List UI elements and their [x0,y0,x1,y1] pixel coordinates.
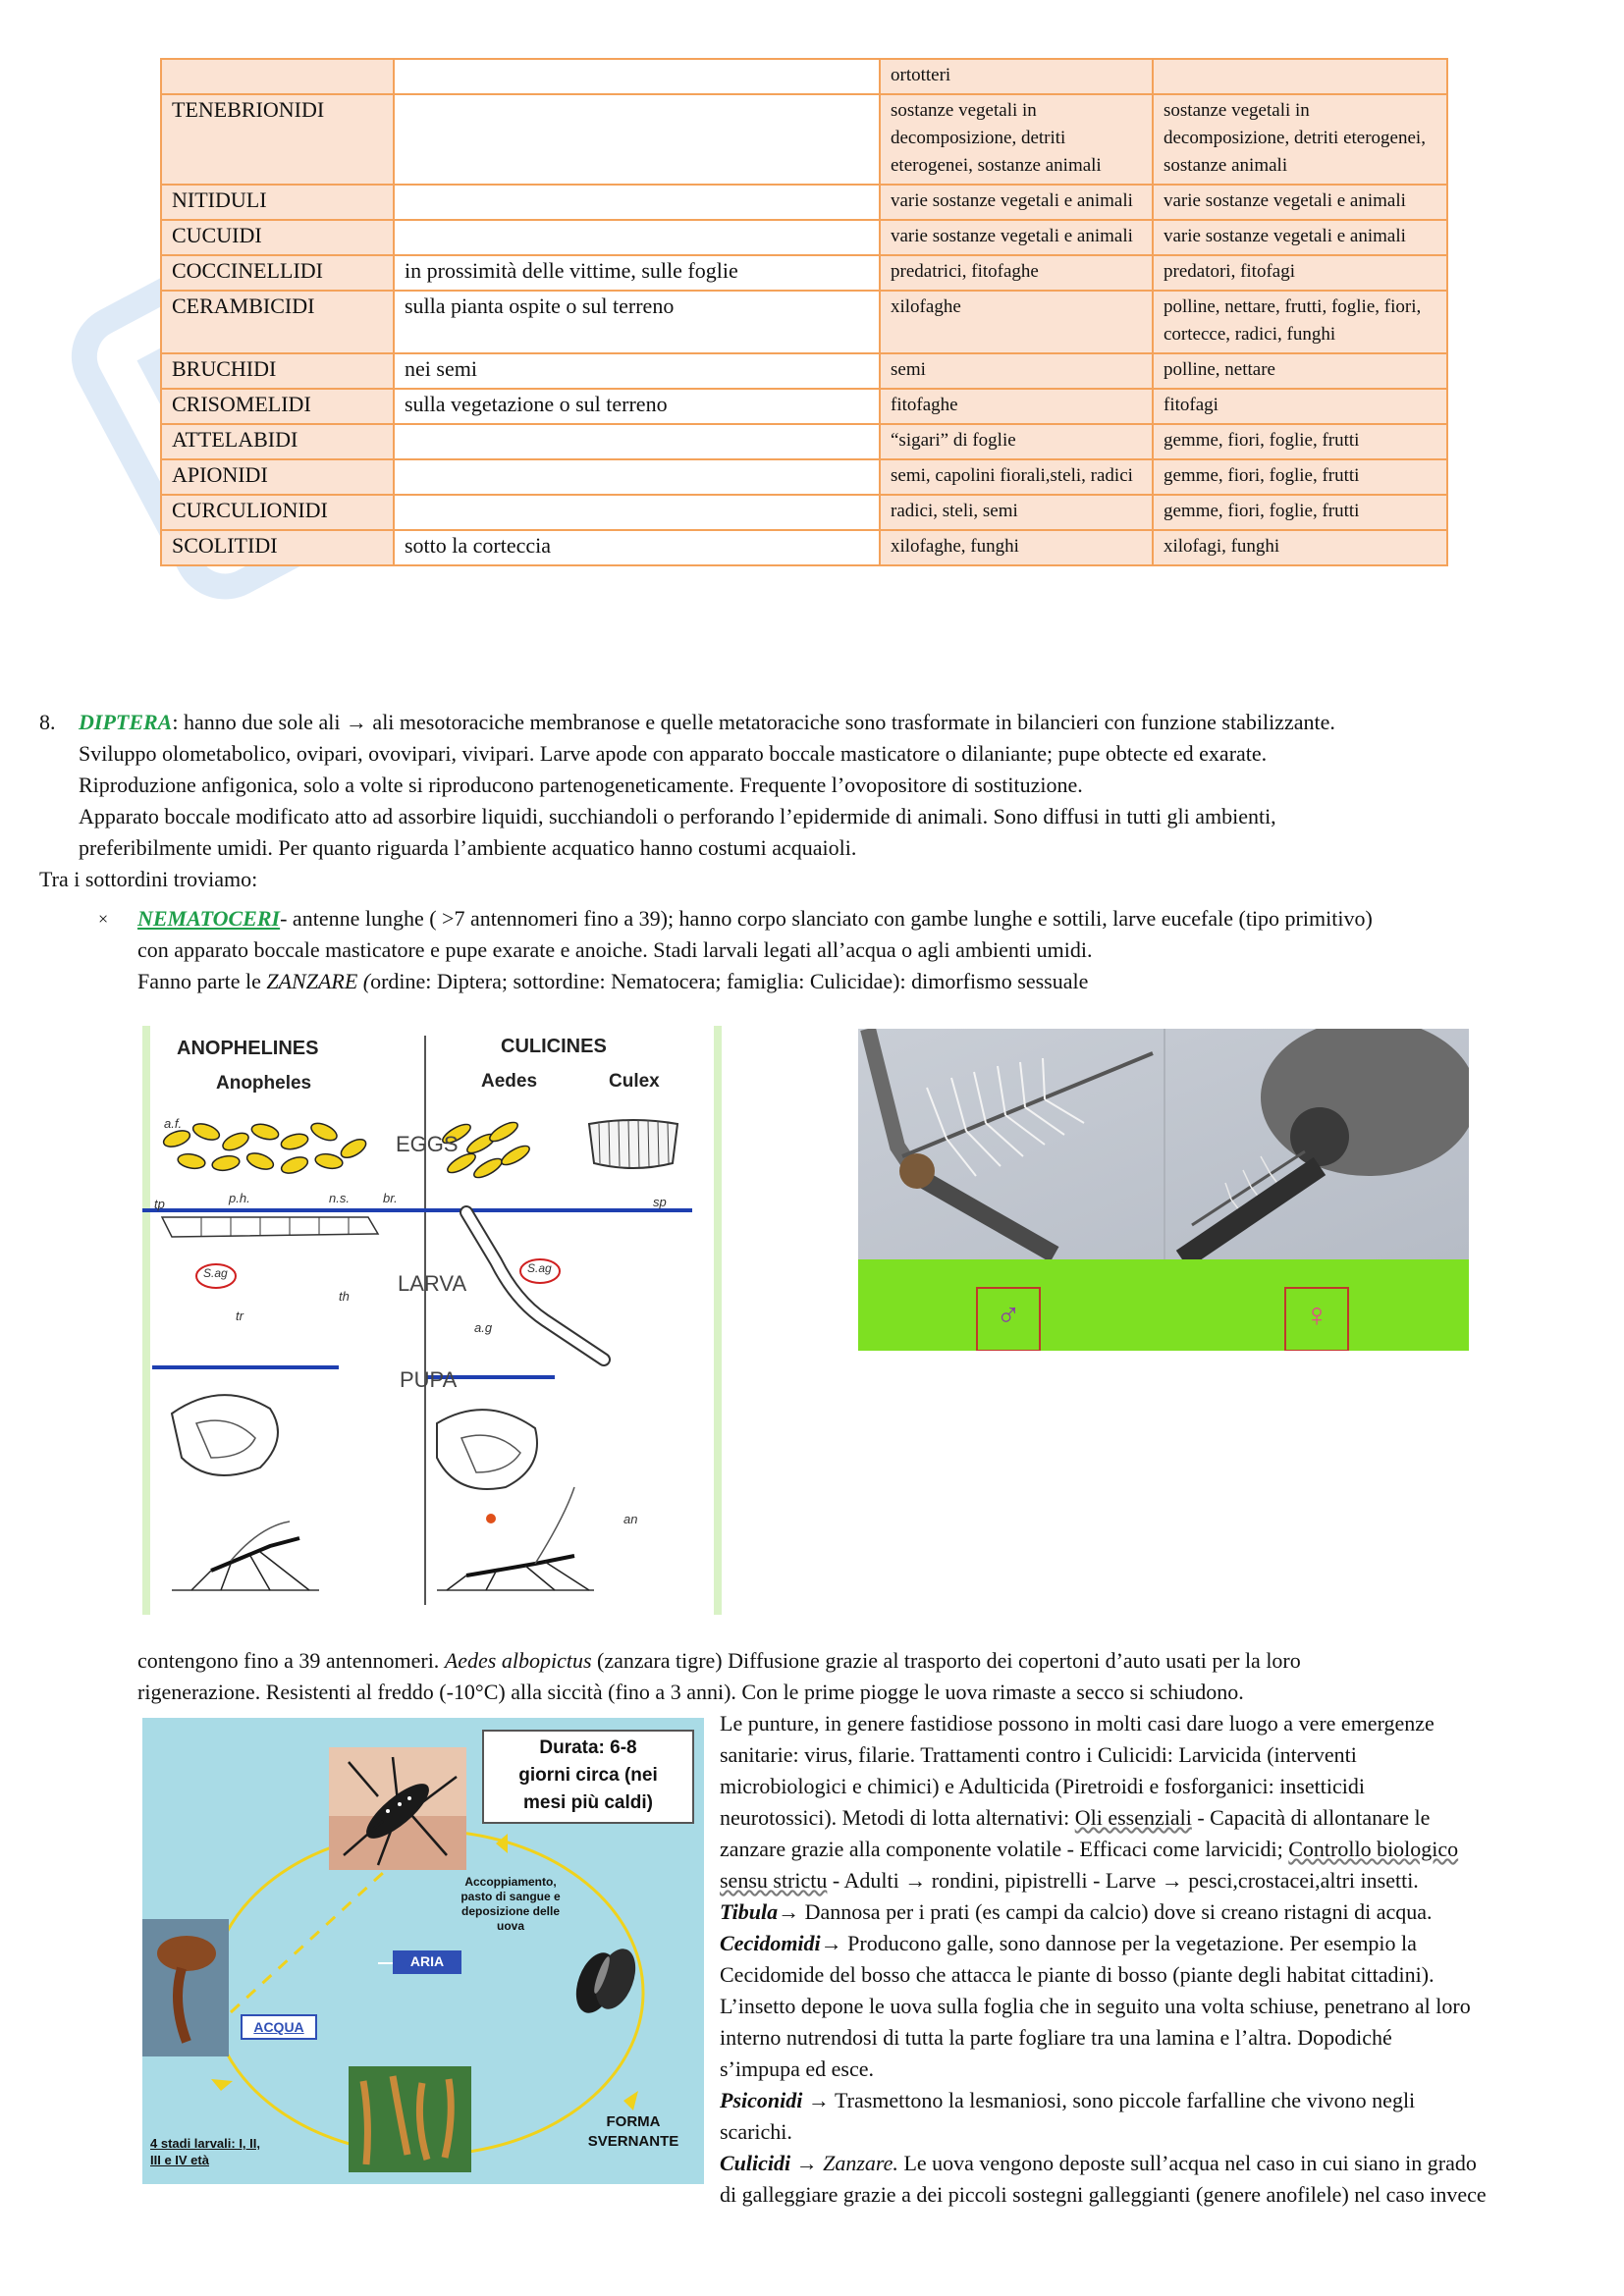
right-line-6b: - Adulti → rondini, pipistrelli - Larve → pesci,crostacei,altri insetti. [827,1868,1419,1893]
nematoceri-line-3c: ordine: Diptera; sottordine: Nematocera; famiglia: Culicidae): dimorfismo sessuale [370,969,1089,993]
nematoceri-title: NEMATOCERI [137,906,281,931]
table-row [161,291,1447,353]
cell-adults: gemme, fiori, foglie, frutti [1153,495,1447,530]
nematoceri-line-3 [137,966,1088,997]
table-row [161,424,1447,459]
right-line-15 [720,2148,1477,2179]
cell-adults: gemme, fiori, foglie, frutti [1153,424,1447,459]
anopheles-label: Anopheles [216,1073,312,1094]
cell-larvae: ortotteri [880,59,1153,94]
diptera-line-1-text: : hanno due sole ali → ali mesotoraciche membranose e quelle metatoraciche sono trasformate in bilancieri con funzione stabilizzante. [172,710,1335,734]
cell-family: BRUCHIDI [161,353,394,389]
anophelines-label: ANOPHELINES [177,1038,319,1059]
cell-larvae: semi, capolini fiorali,steli, radici [880,459,1153,495]
diptera-line-2: Sviluppo olometabolico, ovipari, ovovipari, vivipari. Larve apode con apparato boccale masticatore o dilaniante; pupe obtecte ed exarate. [79,741,1268,766]
table-row [161,220,1447,255]
controllo-biologico: Controllo biologico [1288,1837,1459,1861]
cell-larvae: xilofaghe [880,291,1153,353]
cell-larvae: fitofaghe [880,389,1153,424]
duration-box [482,1730,694,1824]
diptera-line-4: Apparato boccale modificato atto ad assorbire liquidi, succhiandoli o perforando l’epidermide di animali. Sono diffusi in tutti gli ambienti, [79,804,1276,828]
bullet-icon: × [98,909,109,929]
right-line-15c: Le uova vengono deposte sull’acqua nel caso in cui siano in grado [897,2151,1477,2175]
nematoceri-line-2: con apparato boccale masticatore e pupe exarate e anoiche. Stadi larvali legati all’acqua o agli ambienti umidi. [137,937,1093,962]
culex-label: Culex [609,1071,660,1092]
sag2-label: S.ag [527,1261,552,1275]
cell-habitat [394,424,880,459]
families-table-body [161,59,1447,565]
right-line-13b: Trasmettono la lesmaniosi, sono piccole farfalline che vivono negli [829,2088,1416,2112]
cell-family: NITIDULI [161,185,394,220]
right-line-2: sanitarie: virus, filarie. Trattamenti contro i Culicidi: Larvicida (interventi [720,1742,1357,1767]
right-line-8b: Producono galle, sono dannose per la vegetazione. Per esempio la [841,1931,1417,1955]
table-row [161,459,1447,495]
stages-line-2: III e IV età [150,2153,209,2167]
mosquito-stages-drawing [142,1026,722,1615]
table-row [161,185,1447,220]
culicidi-term: Culicidi → [720,2151,818,2175]
cell-habitat [394,94,880,185]
cell-family: CUCUIDI [161,220,394,255]
right-line-12: s’impupa ed esce. [720,2056,874,2081]
cell-family: ATTELABIDI [161,424,394,459]
pupa-label: PUPA [400,1367,458,1392]
antennae-dimorphism-figure [858,1029,1469,1351]
table-row [161,495,1447,530]
nematoceri-line-1-text: - antenne lunghe ( >7 antennomeri fino a 39); hanno corpo slanciato con gambe lunghe e sottili, larve eucefale (tipo primitivo) [280,906,1373,931]
cell-larvae: xilofaghe, funghi [880,530,1153,565]
cell-larvae: “sigari” di foglie [880,424,1153,459]
cell-larvae: varie sostanze vegetali e animali [880,220,1153,255]
families-table [160,58,1448,566]
right-line-16: di galleggiare grazie a dei piccoli sostegni galleggianti (genere anofilele) nel caso invece [720,2182,1487,2207]
winter-line-2: SVERNANTE [587,2133,679,2150]
larval-stages-caption [150,2135,347,2168]
cell-habitat [394,220,880,255]
cell-adults: sostanze vegetali in decomposizione, detriti eterogenei, sostanze animali [1153,94,1447,185]
mating-line-2: pasto di sangue e [460,1890,561,1903]
cell-habitat: nei semi [394,353,880,389]
cell-adults: varie sostanze vegetali e animali [1153,185,1447,220]
diptera-line-1 [79,707,1335,738]
winter-form-caption [574,2112,692,2152]
table-row [161,255,1447,291]
mating-line-4: uova [496,1919,524,1933]
cell-adults: polline, nettare, frutti, foglie, fiori, cortecce, radici, funghi [1153,291,1447,353]
right-line-14: scarichi. [720,2119,792,2144]
nematoceri-line-1 [137,903,1373,934]
cell-adults: predatori, fitofagi [1153,255,1447,291]
cell-larvae: semi [880,353,1153,389]
right-line-5 [720,1834,1458,1865]
right-line-9: Cecidomide del bosso che attacca le piante di bosso (piante degli habitat cittadini). [720,1962,1435,1987]
cell-habitat: sulla pianta ospite o sul terreno [394,291,880,353]
cell-family: SCOLITIDI [161,530,394,565]
sensu-strictu: sensu strictu [720,1868,828,1893]
tp-label: tp [154,1197,165,1211]
tr-label: tr [236,1308,244,1323]
after-fig-line-2: rigenerazione. Resistenti al freddo (-10°C) alla siccità (fino a 3 anni). Con le prime piogge le uova rimaste a secco si schiudono. [137,1680,1244,1704]
cell-habitat [394,459,880,495]
cell-larvae: varie sostanze vegetali e animali [880,185,1153,220]
duration-line-2: giorni circa (nei [518,1765,658,1786]
cell-habitat: sotto la corteccia [394,530,880,565]
mating-line-3: deposizione delle [460,1904,561,1918]
table-row [161,389,1447,424]
right-line-10: L’insetto depone le uova sulla foglia che in seguito una volta schiuse, penetrano al loro [720,1994,1471,2018]
table-row [161,94,1447,185]
cell-habitat: sulla vegetazione o sul terreno [394,389,880,424]
table-row [161,353,1447,389]
aedes-label: Aedes [481,1071,538,1092]
right-line-4a: neurotossici). Metodi di lotta alternativi: [720,1805,1075,1830]
psiconidi-term: Psiconidi → [720,2088,830,2112]
stages-line-1: 4 stadi larvali: I, II, [150,2136,260,2151]
right-line-4c: - Capacità di allontanare le [1191,1805,1431,1830]
after-fig-line-1 [137,1645,1301,1677]
ag-label: a.g [474,1320,493,1335]
right-line-8 [720,1928,1417,1959]
cell-adults: gemme, fiori, foglie, frutti [1153,459,1447,495]
cecidomidi-term: Cecidomidi→ [720,1931,842,1955]
eggs-label: EGGS [396,1132,459,1156]
cell-habitat [394,495,880,530]
after-fig-line-1c: (zanzara tigre) Diffusione grazie al trasporto dei copertoni d’auto usati per la loro [591,1648,1301,1673]
cell-family: CURCULIONIDI [161,495,394,530]
aedes-albopictus: Aedes albopictus [444,1648,592,1673]
diptera-number: 8. [39,710,56,734]
right-line-11: interno nutrendosi di tutta la parte fogliare tra una lamina e l’altra. Dopodiché [720,2025,1392,2050]
winter-line-1: FORMA [606,2113,661,2130]
right-line-4 [720,1802,1430,1834]
life-cycle-figure [142,1718,704,2184]
cell-habitat [394,185,880,220]
culicines-label: CULICINES [501,1036,607,1057]
sp-label: sp [653,1195,667,1209]
diptera-line-3: Riproduzione anfigonica, solo a volte si riproducono partenogeneticamente. Frequente l’ovopositore di sostituzione. [79,773,1083,797]
right-line-5a: zanzare grazie alla componente volatile - Efficaci come larvicidi; [720,1837,1289,1861]
cell-family: APIONIDI [161,459,394,495]
duration-line-1: Durata: 6-8 [539,1737,637,1758]
tibula-term: Tibula→ [720,1899,800,1924]
table-row [161,59,1447,94]
nematoceri-line-3b: ZANZARE ( [266,969,371,993]
br-label: br. [383,1191,398,1205]
th-label: th [339,1289,350,1304]
an-label: an [623,1512,638,1526]
cell-habitat [394,59,880,94]
right-line-3: microbiologici e chimici) e Adulticida (Piretroidi e fosforganici: insetticidi [720,1774,1365,1798]
cell-adults: polline, nettare [1153,353,1447,389]
cell-adults: fitofagi [1153,389,1447,424]
right-line-7 [720,1896,1433,1928]
cell-adults: xilofagi, funghi [1153,530,1447,565]
cell-adults [1153,59,1447,94]
right-line-13 [720,2085,1415,2116]
table-row [161,530,1447,565]
cell-larvae: sostanze vegetali in decomposizione, detriti eterogenei, sostanze animali [880,94,1153,185]
zanzare-term: Zanzare. [817,2151,898,2175]
diptera-line-5: preferibilmente umidi. Per quanto riguarda l’ambiente acquatico hanno costumi acquaioli. [79,835,857,860]
cell-family: CERAMBICIDI [161,291,394,353]
cell-larvae: predatrici, fitofaghe [880,255,1153,291]
air-label: ARIA [409,1953,445,1969]
af-label: a.f. [164,1116,183,1131]
diptera-line-6: Tra i sottordini troviamo: [39,867,258,891]
diptera-title: DIPTERA [79,710,173,734]
antennae-photo [858,1029,1469,1259]
larva-label: LARVA [398,1271,467,1296]
air-tag [393,1950,461,1974]
nematoceri-line-3a: Fanno parte le [137,969,267,993]
ns-label: n.s. [329,1191,350,1205]
duration-line-3: mesi più caldi) [523,1792,653,1813]
cell-habitat: in prossimità delle vittime, sulle foglie [394,255,880,291]
right-line-1: Le punture, in genere fastidiose possono in molti casi dare luogo a vere emergenze [720,1711,1435,1735]
sag-label: S.ag [203,1266,228,1280]
cell-adults: varie sostanze vegetali e animali [1153,220,1447,255]
oli-essenziali: Oli essenziali [1074,1805,1192,1830]
cell-family: CRISOMELIDI [161,389,394,424]
water-label: ACQUA [253,2019,304,2035]
male-box [976,1287,1041,1351]
after-fig-line-1a: contengono fino a 39 antennomeri. [137,1648,445,1673]
cell-family: TENEBRIONIDI [161,94,394,185]
ph-label: p.h. [229,1191,250,1205]
cell-larvae: radici, steli, semi [880,495,1153,530]
cell-family: COCCINELLIDI [161,255,394,291]
mating-caption [442,1875,579,1934]
cell-family [161,59,394,94]
mosquito-stages-figure [142,1026,722,1615]
mating-line-1: Accoppiamento, [464,1875,557,1889]
right-line-6 [720,1865,1419,1896]
female-box [1284,1287,1349,1351]
male-symbol: ♂ [996,1297,1021,1334]
female-symbol: ♀ [1304,1297,1329,1334]
right-line-7b: Dannosa per i prati (es campi da calcio) dove si creano ristagni di acqua. [799,1899,1433,1924]
water-tag [241,2014,317,2040]
